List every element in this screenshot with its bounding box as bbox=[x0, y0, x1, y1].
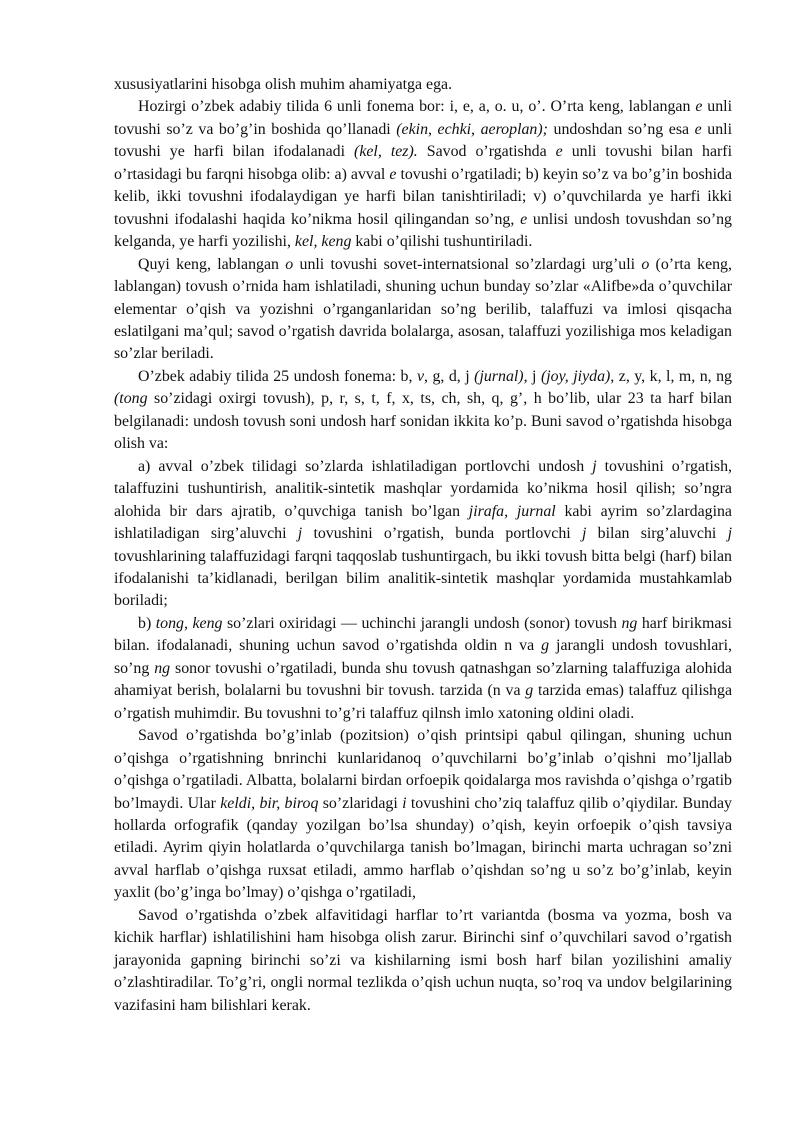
text-run: unli tovushi so’z va bo’g’in boshida qo’llanadi bbox=[114, 98, 732, 138]
text-run: unli tovushi ye harfi bilan ifodalanadi bbox=[114, 120, 732, 161]
text-run: Quyi keng, lablangan bbox=[138, 255, 286, 273]
text-run: undoshdan so’ng esa bbox=[547, 120, 695, 138]
text-run: so’zidagi oxirgi tovush), p, r, s, t, f, x, ts, ch, sh, q, g’, h bo’lib, ular 23 ta harf bilan belgilanadi: undosh tovush soni undosh harf sonidan ikkita ko’p. Buni savod o’rgatishda hisobga olish va: bbox=[114, 390, 732, 453]
italic-text: o bbox=[285, 255, 294, 273]
text-run: b) bbox=[138, 614, 156, 632]
text-run: bilan sirg’aluvchi bbox=[586, 525, 728, 543]
text-run: tarzida emas) talaffuz qilishga o’rgatish muhimdir. Bu tovushni to’g’ri talaffuz qilnsh imlo xatoning oldini oladi. bbox=[114, 682, 732, 722]
italic-text: keldi, bir, biroq bbox=[220, 794, 319, 812]
italic-text: e bbox=[389, 165, 397, 183]
italic-text: j bbox=[727, 525, 733, 543]
italic-text: (joy, jiyda), bbox=[540, 367, 615, 385]
text-run: tovushlarining talaffuzidagi farqni taqqoslab tushuntirgach, bu ikki tovush bitta belgi (harf) bilan ifodalanishi ta’kidlanadi, berilgan bilim analitik-sintetik mashqlar yordamida mustahkamlab boriladi; bbox=[114, 547, 732, 610]
italic-text: e bbox=[694, 120, 702, 138]
paragraph bbox=[114, 725, 732, 905]
italic-text: j bbox=[297, 525, 303, 543]
italic-text: jirafa, jurnal bbox=[468, 502, 556, 520]
text-run: unli tovushi sovet-internatsional so’zlardagi urg’uli bbox=[293, 255, 642, 273]
italic-text: ng bbox=[621, 614, 638, 632]
paragraph bbox=[114, 366, 732, 456]
italic-text: ng bbox=[154, 659, 171, 677]
text-run: kabi ayrim so’zlardagina ishlatiladigan sirg’aluvchi bbox=[114, 502, 732, 543]
text-run: tovushini o’rgatish, talaffuzini tushuntirish, analitik-sintetik mashqlar yordamida ko’nikma hosil qilish; so’ngra alohida bir dars ajratib, o’quvchiga tanish bo’lgan bbox=[114, 457, 732, 520]
italic-text: (kel, tez). bbox=[354, 143, 418, 161]
italic-text: i bbox=[402, 794, 407, 812]
paragraph bbox=[114, 456, 732, 613]
text-run: so’zlaridagi bbox=[318, 794, 403, 812]
italic-text: e bbox=[520, 210, 528, 228]
italic-text: o bbox=[641, 255, 650, 273]
document-body bbox=[114, 74, 732, 1017]
text-run: so’zlari oxiridagi — uchinchi jarangli undosh (sonor) tovush bbox=[222, 614, 622, 632]
paragraph bbox=[114, 74, 732, 96]
italic-text: (jurnal), bbox=[474, 367, 528, 385]
italic-text: j bbox=[592, 457, 597, 475]
text-run: , g, d, j bbox=[424, 367, 475, 385]
text-run: unlisi undosh tovushdan so’ng kelganda, ye harfi yozilishi, bbox=[114, 210, 732, 251]
text-run: O’zbek adabiy tilida 25 undosh fonema: b, bbox=[138, 367, 417, 385]
text-run: z, y, k, l, m, n, ng bbox=[614, 367, 733, 385]
text-run: tovushi o’rgatiladi; b) keyin so’z va bo’g’in boshida kelib, ikki tovushni ifodalaydigan ye harfi bilan tanishtiriladi; v) o’quvchilarda ye harfi ikki tovushni ifodalashi haqida ko’nikma hosil qilingandan so’ng, bbox=[114, 165, 732, 228]
text-run: jarangli undosh tovushlari, so’ng bbox=[114, 637, 732, 677]
italic-text: (ekin, echki, aeroplan); bbox=[396, 120, 548, 138]
text-run: a) avval o’zbek tilidagi so’zlarda ishlatiladigan portlovchi undosh bbox=[138, 457, 593, 475]
text-run: Savod o’rgatishda bbox=[417, 143, 556, 161]
text-run: Savod o’rgatishda o’zbek alfavitidagi harflar to’rt variantda (bosma va yozma, bosh va kichik harflar) ishlatilishini ham hisobga olish zarur. Birinchi sinf o’quvchilari savod o’rgatish jarayonida gapning birinchi so’zi va kishilarning ismi bosh harf bilan yozilishini amaliy o’zlashtiradilar. To’g’ri, ongli normal tezlikda o’qish uchun nuqta, so’roq va undov belgilarining vazifasini ham bilishlari kerak. bbox=[114, 906, 732, 1014]
paragraph bbox=[114, 254, 732, 366]
text-run: sonor tovushi o’rgatiladi, bunda shu tovush qatnashgan so’zlarning talaffuziga alohida ahamiyat berish, bolalarni bu tovushni bir tovush. tarzida (n va bbox=[114, 659, 732, 700]
paragraph bbox=[114, 96, 732, 253]
text-run: j bbox=[527, 367, 541, 385]
italic-text: e bbox=[555, 143, 563, 161]
paragraph bbox=[114, 613, 732, 725]
text-run: Savod o’rgatishda bo’g’inlab (pozitsion) o’qish printsipi qabul qilingan, shuning uchun o’qishga o’rgatishning bnrinchi kunlaridanoq o’quvchilarni bo’g’inlab o’qishni mo’ljallab o’qishga o’rgatiladi. Albatta, bolalarni birdan orfoepik qoidalarga mos ravishda o’qishga o’rgatib bo’lmaydi. Ular bbox=[114, 727, 732, 812]
text-run: tovushini o’rgatish, bunda portlovchi bbox=[302, 525, 582, 543]
italic-text: g bbox=[525, 682, 534, 700]
italic-text: e bbox=[695, 98, 703, 116]
italic-text: j bbox=[581, 525, 587, 543]
italic-text: kel, keng bbox=[294, 233, 352, 251]
text-run: (o’rta keng, lablangan) tovush o’rnida ham ishlatiladi, shuning uchun bunday so’zlar «Alifbe»da o’quvchilar elementar o’qish va yozishni o’rganganlaridan so’ng berilib, talaffuzi va imlosi qisqacha eslatilgani ma’qul; savod o’rgatish davrida bolalarga, asosan, talaffuzi yozilishiga mos keladigan so’zlar beriladi. bbox=[114, 255, 732, 363]
text-run: kabi o’qilishi tushuntiriladi. bbox=[351, 233, 533, 251]
text-run: tovushini cho’ziq talaffuz qilib o’qiydilar. Bunday hollarda orfografik (qanday yozilgan bo’lsa shunday) o’qish, keyin orfoepik o’qish tavsiya etiladi. Ayrim qiyin holatlarda o’quvchilarga tanish bo’lmagan, birinchi marta uchragan so’zni avval harflab o’qishga ruxsat etiladi, ammo harflab o’qishdan so’ng u so’z bo’g’inlab, keyin yaxlit (bo’g’inga bo’lmay) o’qishga o’rgatiladi, bbox=[114, 794, 732, 902]
italic-text: g bbox=[541, 637, 550, 655]
italic-text: (tong bbox=[114, 390, 148, 408]
text-run: harf birikmasi bilan. ifodalanadi, shuning uchun savod o’rgatishda oldin n va bbox=[114, 614, 732, 655]
italic-text: tong, keng bbox=[155, 614, 223, 632]
paragraph bbox=[114, 905, 732, 1017]
text-run: xususiyatlarini hisobga olish muhim ahamiyatga ega. bbox=[114, 76, 453, 93]
text-run: unli tovushi bilan harfi o’rtasidagi bu farqni hisobga olib: a) avval bbox=[114, 143, 732, 183]
text-run: Hozirgi o’zbek adabiy tilida 6 unli fonema bor: i, e, a, o. u, o’. O’rta keng, lablangan bbox=[138, 98, 696, 116]
italic-text: v bbox=[416, 367, 424, 385]
